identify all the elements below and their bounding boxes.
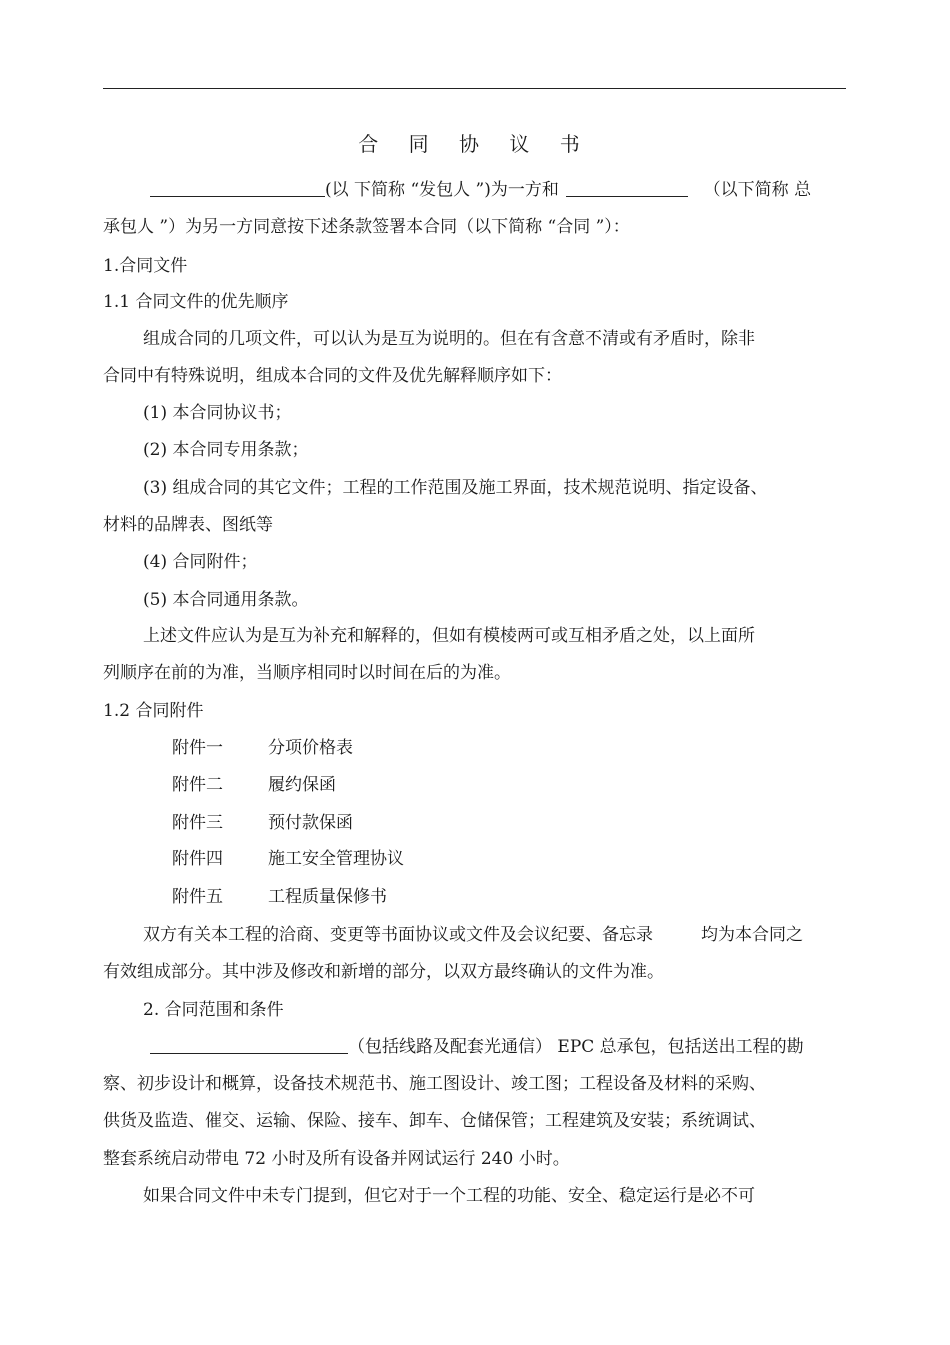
annex-name: 预付款保函 [268,813,353,833]
annex-label: 附件三 [172,813,223,833]
annex-name: 工程质量保修书 [268,887,387,907]
section-1-2-heading: 1.2 合同附件 [103,701,204,721]
header-rule [103,88,846,89]
project-name-blank[interactable] [150,1035,348,1054]
intro-line-1: (以 下简称 “发包人 ”)为一方和 （以下简称 总 [150,178,811,202]
list-item-2: (2) 本合同专用条款； [143,440,309,460]
paragraph-line: 合同中有特殊说明，组成本合同的文件及优先解释顺序如下： [103,366,562,386]
paragraph-line: 察、初步设计和概算，设备技术规范书、施工图设计、竣工图；工程设备及材料的采购、 [103,1074,766,1094]
list-item-1: (1) 本合同协议书； [143,403,292,423]
annex-label: 附件四 [172,849,223,869]
annex-label: 附件五 [172,887,223,907]
intro-line-2: 承包人 ”）为另一方同意按下述条款签署本合同（以下简称 “合同 ”）： [103,217,630,237]
paragraph-line: 有效组成部分。其中涉及修改和新增的部分，以双方最终确认的文件为准。 [103,962,664,982]
paragraph-line: （包括线路及配套光通信） EPC 总承包，包括送出工程的勘 [150,1035,804,1059]
list-item-4: (4) 合同附件； [143,552,258,572]
list-item-5: (5) 本合同通用条款。 [143,590,309,610]
paragraph-line: 列顺序在前的为准，当顺序相同时以时间在后的为准。 [103,663,511,683]
paragraph-line: 组成合同的几项文件，可以认为是互为说明的。但在有含意不清或有矛盾时，除非 [143,329,755,349]
paragraph-line: 上述文件应认为是互为补充和解释的，但如有模棱两可或互相矛盾之处，以上面所 [143,626,755,646]
paragraph-line: 供货及监造、催交、运输、保险、接车、卸车、仓储保管；工程建筑及安装；系统调试、 [103,1111,766,1131]
section-1-1-heading: 1.1 合同文件的优先顺序 [103,292,289,312]
annex-name: 履约保函 [268,775,336,795]
annex-name: 分项价格表 [268,738,353,758]
section-1-heading: 1.合同文件 [103,256,188,276]
document-title: 合 同 协 议 书 [358,132,592,156]
paragraph-line: 整套系统启动带电 72 小时及所有设备并网试运行 240 小时。 [103,1149,570,1169]
section-2-heading: 2. 合同范围和条件 [143,1000,284,1020]
employer-name-blank[interactable] [150,178,325,197]
list-item-3-cont: 材料的品牌表、图纸等 [103,515,273,535]
list-item-3: (3) 组成合同的其它文件；工程的工作范围及施工界面，技术规范说明、指定设备、 [143,478,768,498]
annex-name: 施工安全管理协议 [268,849,404,869]
paragraph-line: 如果合同文件中未专门提到，但它对于一个工程的功能、安全、稳定运行是必不可 [143,1186,755,1206]
contractor-name-blank[interactable] [566,178,688,197]
paragraph-line: 双方有关本工程的洽商、变更等书面协议或文件及会议纪要、备忘录 均为本合同之 [143,925,803,945]
annex-label: 附件一 [172,738,223,758]
annex-label: 附件二 [172,775,223,795]
